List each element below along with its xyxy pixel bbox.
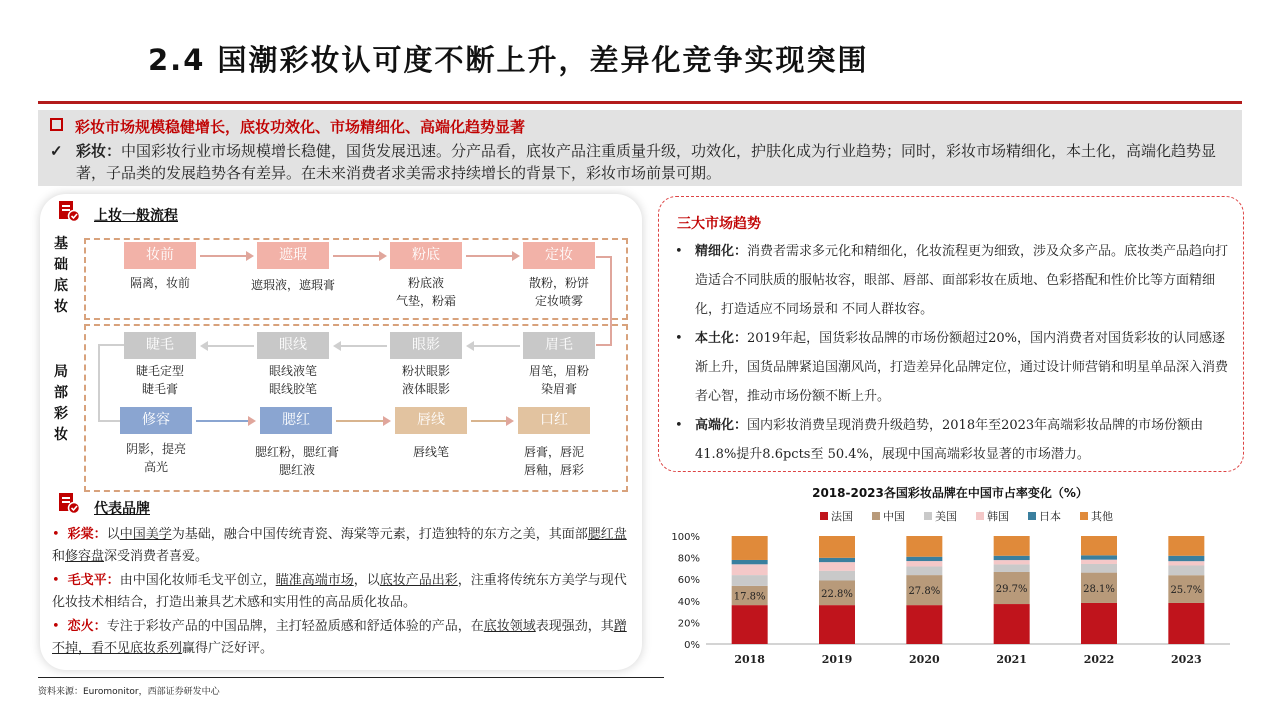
legend-label: 韩国	[987, 510, 1009, 523]
bar-data-label: 27.8%	[908, 586, 941, 598]
step-desc: 遮瑕液，遮瑕膏	[250, 278, 335, 292]
bar-segment	[994, 564, 1030, 572]
bar-segment	[906, 605, 942, 644]
bar-segment	[819, 562, 855, 571]
legend-label: 法国	[831, 510, 853, 523]
bar-segment	[1081, 564, 1117, 573]
step-desc: 阴影，提亮 高光	[125, 442, 186, 474]
bar-segment	[732, 564, 768, 575]
brands-title: 代表品牌	[94, 501, 150, 517]
chart-title: 2018-2023各国彩妆品牌在中国市占率变化（%）	[812, 486, 1088, 500]
legend-swatch	[1028, 512, 1036, 520]
bar-data-label: 28.1%	[1083, 583, 1115, 595]
bar-segment	[732, 575, 768, 586]
square-bullet-icon	[50, 118, 63, 131]
summary-box	[38, 110, 1242, 186]
x-tick-label: 2019	[821, 653, 853, 666]
bar-data-label: 17.8%	[733, 591, 766, 603]
page-title: 2.4 国潮彩妆认可度不断上升，差异化竞争实现突围	[148, 43, 869, 77]
brand-item: • 恋火：专注于彩妆产品的中国品牌，主打轻盈质感和舒适体验的产品，在底妆领域表现强劲，其蹭不掉，看不见底妆系列赢得广泛好评。	[52, 619, 627, 656]
connector-line	[98, 344, 100, 420]
title-rule	[38, 101, 1242, 104]
bar-segment	[906, 536, 942, 557]
local-makeup-label: 局部彩妆	[54, 364, 68, 443]
market-trends-panel	[658, 196, 1244, 472]
bar-segment	[1081, 560, 1117, 564]
step-foundation: 粉底	[390, 242, 462, 269]
bar-segment	[906, 557, 942, 561]
bar-segment	[1081, 603, 1117, 644]
legend-swatch	[820, 512, 828, 520]
bar-segment	[732, 536, 768, 560]
arrow-right-icon	[471, 420, 512, 422]
source-rule	[38, 677, 664, 678]
bar-data-label: 29.7%	[995, 584, 1028, 596]
legend-label: 中国	[883, 510, 905, 523]
step-blush: 腮红	[260, 407, 332, 434]
x-tick-label: 2023	[1171, 653, 1202, 666]
summary-body	[50, 140, 1230, 184]
document-check-icon	[58, 492, 80, 514]
step-desc: 散粉，粉饼 定妆喷雾	[528, 276, 589, 308]
bar-segment	[994, 560, 1030, 564]
bar-segment	[1081, 555, 1117, 559]
step-brows: 眉毛	[523, 332, 595, 359]
summary-heading: 彩妆市场规模稳健增长，底妆功效化、市场精细化、高端化趋势显著	[75, 118, 526, 136]
bar-segment	[819, 571, 855, 581]
bullet-icon: •	[52, 527, 60, 542]
document-check-icon	[58, 200, 80, 222]
arrow-right-icon	[200, 255, 252, 257]
arrow-left-icon	[335, 345, 387, 347]
bar-segment	[1168, 565, 1204, 575]
legend-label: 日本	[1039, 510, 1061, 523]
y-tick-label: 100%	[671, 532, 700, 543]
trends-title: 三大市场趋势	[677, 216, 761, 232]
step-setting: 定妆	[523, 242, 595, 269]
trend-item: • 高端化：国内彩妆消费呈现消费升级趋势，2018年至2023年高端彩妆品牌的市场份额由 41.8%提升8.6pcts至 50.4%，展现中国高端彩妆显著的市场潜力。	[675, 411, 1231, 469]
step-lipstick: 口红	[518, 407, 590, 434]
bullet-icon: •	[52, 619, 60, 634]
step-desc: 眼线液笔 眼线胶笔	[268, 364, 317, 396]
step-desc: 睫毛定型 睫毛膏	[135, 364, 184, 396]
bar-segment	[994, 536, 1030, 556]
summary-paragraph: 中国彩妆行业市场规模增长稳健，国货发展迅速。分产品看，底妆产品注重质量升级，功效化，护肤化成为行业趋势；同时，彩妆市场精细化，本土化，高端化趋势显著，子品类的发展趋势各有差异。在未来消费者求美需求持续增长的背景下，彩妆市场前景可期。	[76, 142, 1217, 182]
bar-segment	[1081, 536, 1117, 555]
step-contour: 修容	[120, 407, 192, 434]
summary-label: 彩妆：	[76, 142, 122, 160]
connector-line	[596, 344, 612, 346]
market-share-chart	[660, 504, 1240, 674]
summary-heading-row	[50, 116, 525, 137]
bar-segment	[994, 556, 1030, 560]
legend-swatch	[924, 512, 932, 520]
y-tick-label: 80%	[677, 553, 700, 565]
step-desc: 腮红粉，腮红膏 腮红液	[254, 445, 339, 477]
x-tick-label: 2018	[734, 653, 765, 666]
step-desc: 粉状眼影 液体眼影	[401, 364, 450, 396]
step-lipliner: 唇线	[395, 407, 467, 434]
legend-swatch	[976, 512, 984, 520]
process-title: 上妆一般流程	[94, 208, 178, 224]
connector-line	[98, 344, 124, 346]
bar-segment	[1168, 561, 1204, 565]
y-tick-label: 40%	[677, 596, 700, 608]
arrow-right-icon	[466, 255, 518, 257]
step-desc: 眉笔，眉粉 染眉膏	[528, 364, 589, 396]
y-tick-label: 60%	[677, 575, 700, 587]
bar-segment	[819, 536, 855, 558]
bar-data-label: 22.8%	[821, 588, 853, 600]
trend-item: • 本土化：2019年起，国货彩妆品牌的市场份额超过20%，国内消费者对国货彩妆的认同感逐渐上升，国货品牌紧追国潮风尚，打造差异化品牌定位，通过设计师营销和明星单品深入消费者心智，推动市场份额不断上升。	[675, 324, 1231, 411]
x-tick-label: 2021	[996, 653, 1027, 666]
step-lashes: 睫毛	[124, 332, 196, 359]
bar-segment	[1168, 556, 1204, 561]
step-concealer: 遮瑕	[257, 242, 329, 269]
bar-segment	[732, 605, 768, 644]
bar-data-label: 25.7%	[1170, 585, 1203, 597]
step-eyeliner: 眼线	[257, 332, 329, 359]
legend-swatch	[872, 512, 880, 520]
trend-item: • 精细化：消费者需求多元化和精细化，化妆流程更为细致，涉及众多产品。底妆类产品趋向打造适合不同肤质的服帖妆容，眼部、唇部、面部彩妆在质地、色彩搭配和性价比等方面精细化，打造适应不同场景和 不同人群妆容。	[675, 237, 1231, 324]
arrow-left-icon	[202, 345, 254, 347]
legend-label: 其他	[1091, 510, 1113, 523]
step-desc: 唇线笔	[412, 445, 449, 459]
step-primer: 妆前	[124, 242, 196, 269]
bar-segment	[1168, 536, 1204, 556]
checkmark-icon: ✓	[50, 142, 63, 160]
y-tick-label: 0%	[684, 640, 700, 651]
left-panel	[40, 194, 642, 670]
arrow-right-icon	[336, 420, 389, 422]
arrow-right-icon	[196, 420, 254, 422]
bar-segment	[906, 566, 942, 575]
connector-line	[98, 420, 120, 422]
bar-segment	[906, 561, 942, 566]
bar-segment	[819, 605, 855, 644]
bullet-icon: •	[675, 418, 683, 433]
x-tick-label: 2020	[909, 653, 940, 666]
bullet-icon: •	[675, 244, 683, 259]
brand-item: • 毛戈平：由中国化妆师毛戈平创立，瞄准高端市场，以底妆产品出彩，注重将传统东方美学与现代化妆技术相结合，打造出兼具艺术感和实用性的高品质化妆品。	[52, 573, 627, 610]
bar-segment	[994, 604, 1030, 644]
brand-item: • 彩棠：以中国美学为基础，融合中国传统青瓷、海棠等元素，打造独特的东方之美，其面部腮红盘和修容盘深受消费者喜爱。	[52, 527, 627, 564]
step-eyeshadow: 眼影	[390, 332, 462, 359]
x-tick-label: 2022	[1083, 653, 1115, 666]
summary-text	[76, 140, 1230, 184]
legend-swatch	[1080, 512, 1088, 520]
step-desc: 粉底液 气垫，粉霜	[395, 276, 456, 308]
base-makeup-label: 基础底妆	[54, 236, 68, 315]
bar-segment	[732, 560, 768, 564]
step-desc: 唇膏，唇泥 唇釉，唇彩	[523, 445, 584, 477]
bullet-icon: •	[52, 573, 60, 588]
y-tick-label: 20%	[677, 618, 700, 630]
bullet-icon: •	[675, 331, 683, 346]
bar-segment	[1168, 603, 1204, 644]
legend-label: 美国	[935, 510, 957, 523]
source-note: 资料来源：Euromonitor，西部证券研发中心	[38, 687, 220, 697]
bar-segment	[819, 558, 855, 562]
arrow-left-icon	[468, 345, 520, 347]
arrow-right-icon	[333, 255, 385, 257]
step-desc: 隔离，妆前	[129, 276, 190, 290]
